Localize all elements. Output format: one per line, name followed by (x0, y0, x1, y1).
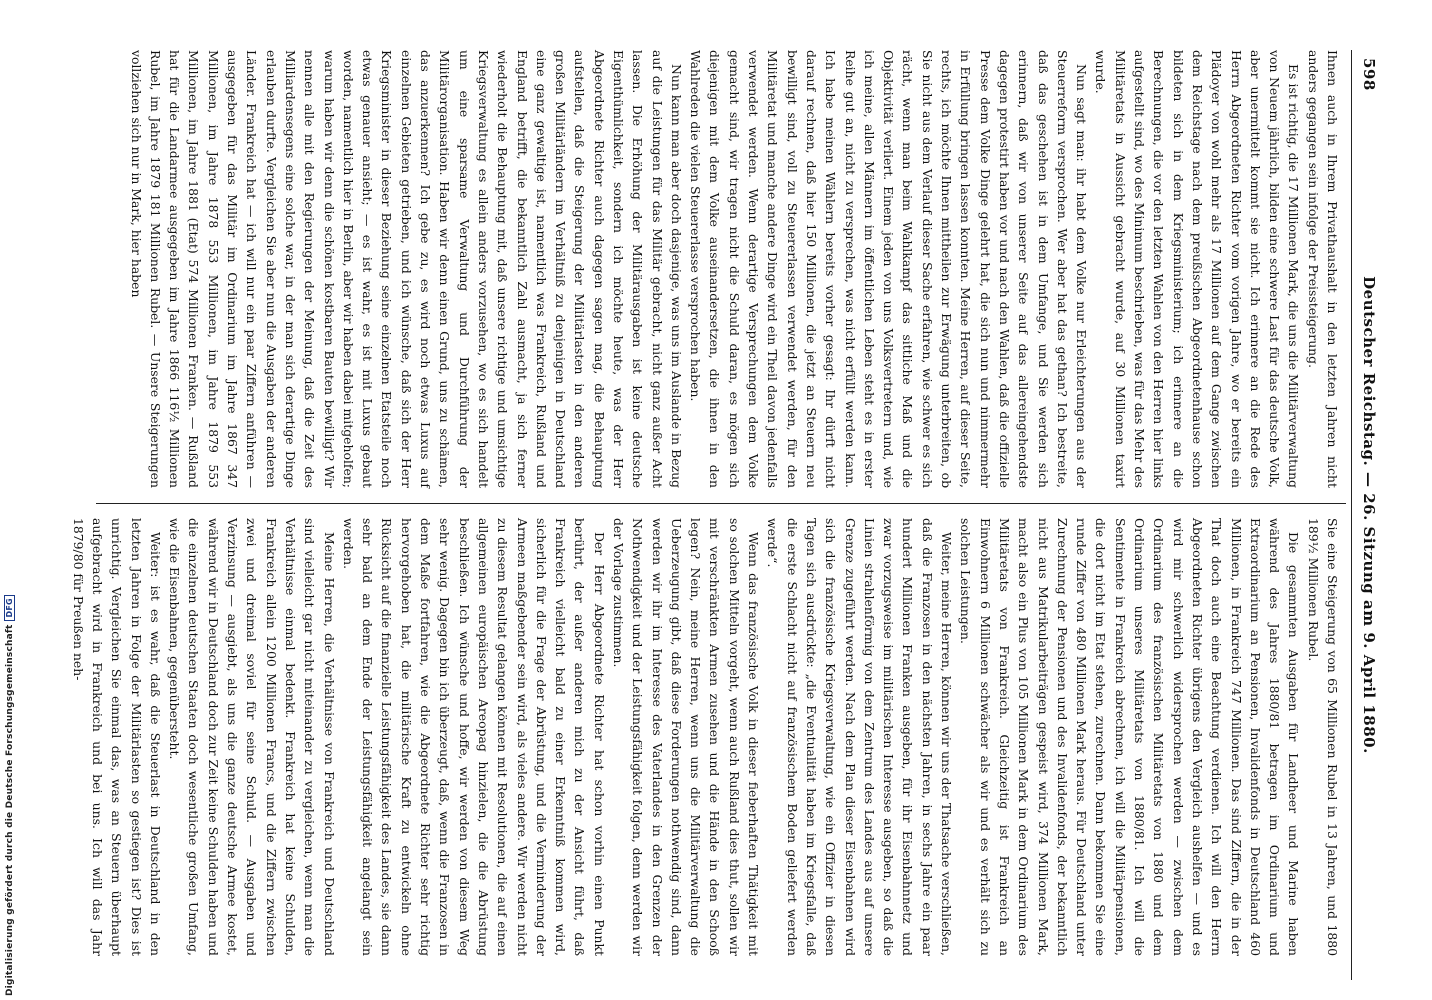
paragraph: Weiter, meine Herren, können wir uns der Thatsache verschließen, daß die Franzosen in den nächsten Jahren, in sechs Jahre ein paar hundert Millionen Franken ausgeben, für ihr Eisenbahnnetz und zwar vorzugsweise im militärischen Interesse ausgeben, so daß die Linien strahlenförmig von dem Zentrum des Landes aus auf unsere Grenze zugeführt werden. Nach dem Plan dieser Eisenbahnen wird sich die französische Kriegsverwaltung, wie ein Offizier in diesen Tagen sich ausdrückte: „die Eventualität haben im Kriegsfalle, daß die erste Schlacht nicht auf französischem Boden geliefert werden werde“. (765, 518, 955, 956)
right-column (70, 518, 1342, 956)
page-header (1354, 50, 1380, 980)
paragraph: Nun sagt man: ihr habt dem Volke nur Erleichterungen aus der Steuerreform versprochen. Wer aber hat das gethan? Ich bestreite, daß das geschehen ist in dem Umfange, und Sie werden sich erinnern, daß wir von unserer Seite auf das allereingehendste dagegen protestirt haben vor und nach den Wahlen, daß die offizielle Presse dem Volke Dinge gelehrt hat, die sich nun und nimmermehr in Erfüllung bringen lassen konnten. Meine Herren, auf dieser Seite, rechts, ich möchte Ihnen mittheilen zur Erwägung unterbreiten, ob Sie nicht aus dem Verlauf dieser Sache erfahren, wie schwer es sich rächt, wenn man beim Wahlkampf das sittliche Maß und die Objektivität verliert. Einem jeden von uns Volksvertretern und, wie ich meine, allen Männern im öffentlichen Leben steht es in erster Reihe gut an, nicht zu versprechen, was nicht erfüllt werden kann. Ich habe meinen Wählern bereits vorher gesagt: Ihr dürft nicht darauf rechnen, daß hier 150 Millionen, die jetzt an Steuern neu bewilligt sind, voll zu Steuererlassen verwendet werden, für den Militäretat und manche andere Dinge wird ein Theil davon jedenfalls verwendet werden. Wenn derartige Versprechungen dem Volke gemacht sind, wir tragen nicht die Schuld daran, es mögen sich diejenigen mit dem Volke auseinandersetzen, die ihnen in den Wahlreden die vielen Steuererlasse versprochen haben. (688, 50, 1090, 488)
paragraph: Ihnen auch in Ihrem Privathaushalt in den letzten Jahren nicht anders gegangen sein infolge der Preissteigerung. (1305, 50, 1340, 488)
page-number: 598 (1360, 58, 1378, 91)
paragraph: Sie eine Steigerung von 65 Millionen Rubel in 13 Jahren, und 1880 189½ Millionen Rubel. (1305, 518, 1340, 956)
dfg-logo: DFG (4, 595, 15, 620)
paragraph: Die gesammten Ausgaben für Landheer und Marine haben während des Jahres 1880/81 betragen im Ordinarium und Extraordinarium an Pensionen, Invalidenfonds in Deutschland 460 Millionen, in Frankreich 747 Millionen. Das sind Ziffern, die in der That doch auch eine Beachtung verdienen. Ich will den Herrn Abgeordneten Richter übrigens den Vergleich aushelfen — und es wird mir schwerlich widersprochen werden — zwischen dem Ordinarium des französischen Militäretats von 1880 und dem Ordinarium unseres Militäretats von 1880/81. Ich will die Sentimente in Frankreich abrechnen, ich will die Militärpensionen, die dort nicht im Etat stehen, zurechnen. Dann bekommen Sie eine runde Ziffer von 480 Millionen Mark heraus. Für Deutschland unter Zurechnung der Pensionen und des Invalidenfonds, der bekanntlich nicht aus Matrikularbeiträgen gespeist wird, 374 Millionen Mark, macht also ein Plus von 105 Millionen Mark in dem Ordinarium des Militäretats von Frankreich. Gleichzeitig ist Frankreich an Einwohnern 6 Millionen schwächer als wir und es verhält sich zu solchen Leistungen. (958, 518, 1302, 956)
paragraph: Nun kann man aber doch dasjenige, was uns im Auslande in Bezug auf die Leistungen für das Militär gebracht, nicht ganz außer Acht lassen. Die Erhöhung der Militärausgaben ist keine deutsche Eigenthümlichkeit, sondern ich möchte heute, was der Herr Abgeordnete Richter auch dagegen sagen mag, die Behauptung aufstellen, daß die Steigerung der Militärlasten in den anderen großen Militärländern im Verhältniß zu denjenigen in Deutschland eine ganz gewaltige ist, namentlich was Frankreich, Rußland und England betrifft, die bekanntlich Zahl ausmacht, ja sich ferner wiederholt die Behauptung mit, daß unsere richtige und umsichtige Kriegsverwaltung es allein anders vorzusehen, wo es sich handelt um eine sparsame Verwaltung und Durchführung der Militärorganisation. Haben wir denn einen Grund, uns zu schämen, das anzuerkennen? Ich gebe zu, es wird noch etwas Luxus auf einzelnen Gebieten getrieben, und ich wünsche, daß sich der Herr Kriegsminister in dieser Beziehung seine einzelnen Etatsteile noch etwas genauer ansieht; — es ist wahr, es ist mit Luxus gebaut worden, namentlich hier in Berlin, aber wir haben dabei mitgeholfen; warum haben wir denn die schönen kostbaren Bauten bewilligt? Wir nennen alle mit den Regierungen der Meinung, daß die Zeit des Milliardensegens eine solche war, in der man sich derartige Dinge erlauben durfte. Vergleichen Sie aber nun die Ausgaben der anderen Länder. Frankreich hat — ich will nur ein paar Ziffern anführen — ausgegeben für das Militär im Ordinarium im Jahre 1867 347 Millionen, im Jahre 1878 553 Millionen, im Jahre 1879 553 Millionen, im Jahre 1881 (Etat) 574 Millionen Franken. — Rußland hat für die Landarmee ausgegeben im Jahre 1866 116½ Millionen Rubel, im Jahre 1879 181 Millionen Rubel. — Unsere Steigerungen vollziehen sich nur in Mark, hier haben (128, 50, 684, 488)
scanned-page (70, 50, 1380, 980)
paragraph: Es ist richtig, die 17 Millionen Mark, die uns die Militärverwaltung von Neuem jährlich, bilden eine schwere Last für das deutsche Volk, aber unermittelt kommt sie nicht. Ich erinnere an die Rede des Herrn Abgeordneten Richter vom vorigen Jahre, wo er bereits ein Plädoyer von wohl mehr als 17 Millionen auf dem Gange zwischen dem Reichstage nach dem preußischen Abgeordnetenhause schon bildeten sich in dem Kriegsministerium; ich erinnere an die Berechnungen, die vor den letzten Wahlen von den Herren hier links aufgestellt sind, wo des Minimum beschrieben, was für das Mehr des Militäretats in Aussicht gebracht wurde, auf 30 Millionen taxirt wurde. (1093, 50, 1302, 488)
page-title: Deutscher Reichstag. — 26. Sitzung am 9. April 1880. (1360, 276, 1378, 754)
paragraph: Wenn das französische Volk in dieser fieberhaften Thätigkeit mit so solchen Mitteln vorgeht, wenn auch Rußland dies thut, sollen wir mit verschränkten Armen zusehen und die Hände in den Schooß legen? Nein, meine Herren, wenn uns die Militärverwaltung die Ueberzeugung gibt, daß diese Forderungen nothwendig sind, dann werden wir ihr im Interesse des Vaterlandes in den Grenzen der Nothwendigkeit und der Leistungsfähigkeit folgen, denn werden wir der Vorlage zustimmen. (611, 518, 762, 956)
paragraph: Der Herr Abgeordnete Richter hat schon vorhin einen Punkt berührt, der außer anderen mich zu der Ansicht führt, daß Frankreich vielleicht bald zu einer Erkenntniß kommen wird, sicherlich für die Frage der Abrüstung, und die Verminderung der Armeen maßgebender sein wird, als vieles andere. Wir werden nicht zu diesem Resultat gelangen können mit Resolutionen, die auf einen allgemeinen europäischen Areopag hinzielen, die die Abrüstung beschließen. Ich wünsche und hoffe, wir werden von diesem Weg sehr wenig. Dagegen bin ich überzeugt, daß, wenn die Franzosen in dem Maße fortfahren, wie die Abgeordnete Richter sehr richtig hervorgehoben hat, die militärische Kraft zu entwickeln ohne Rücksicht auf die finanzielle Leistungsfähigkeit des Landes, sie dann sehr bald an dem Ende der Leistungsfähigkeit angelangt sein werden. (340, 518, 607, 956)
digitization-credit (4, 595, 15, 996)
left-column (102, 50, 1342, 488)
credit-text: Digitalisierung gefördert durch die Deutsche Forschungsgemeinschaft (5, 624, 15, 996)
header-rule (1351, 50, 1352, 980)
column-divider (96, 503, 1346, 504)
paragraph: Weiter: ist es wahr, daß die Steuerlast in Deutschland in den letzten Jahren in Folge der Militärlasten so gestiegen ist? Dies ist unrichtig. Vergleichen Sie einmal das, was an Steuern überhaupt aufgebracht wird in Frankreich und bei uns. Ich will das Jahr 1879/80 für Preußen neh- (70, 518, 163, 956)
paragraph: Meine Herren, die Verhältnisse von Frankreich und Deutschland sind vielleicht gar nicht miteinander zu vergleichen, wenn man die Verhältnisse einmal bedenkt. Frankreich hat keine Schulden, Frankreich allein 1200 Millionen Francs, und die Ziffern zwischen zwei und dreimal soviel für seine Schuld. — Ausgaben und Verzinsung — ausgiebt, als uns die ganze deutsche Armee kostet, während wir in Deutschland doch zur Zeit keine Schulden haben und die einzelnen deutschen Staaten doch wesentliche großen Umfang, wie die Eisenbahnen, gegenübersteht. (167, 518, 337, 956)
